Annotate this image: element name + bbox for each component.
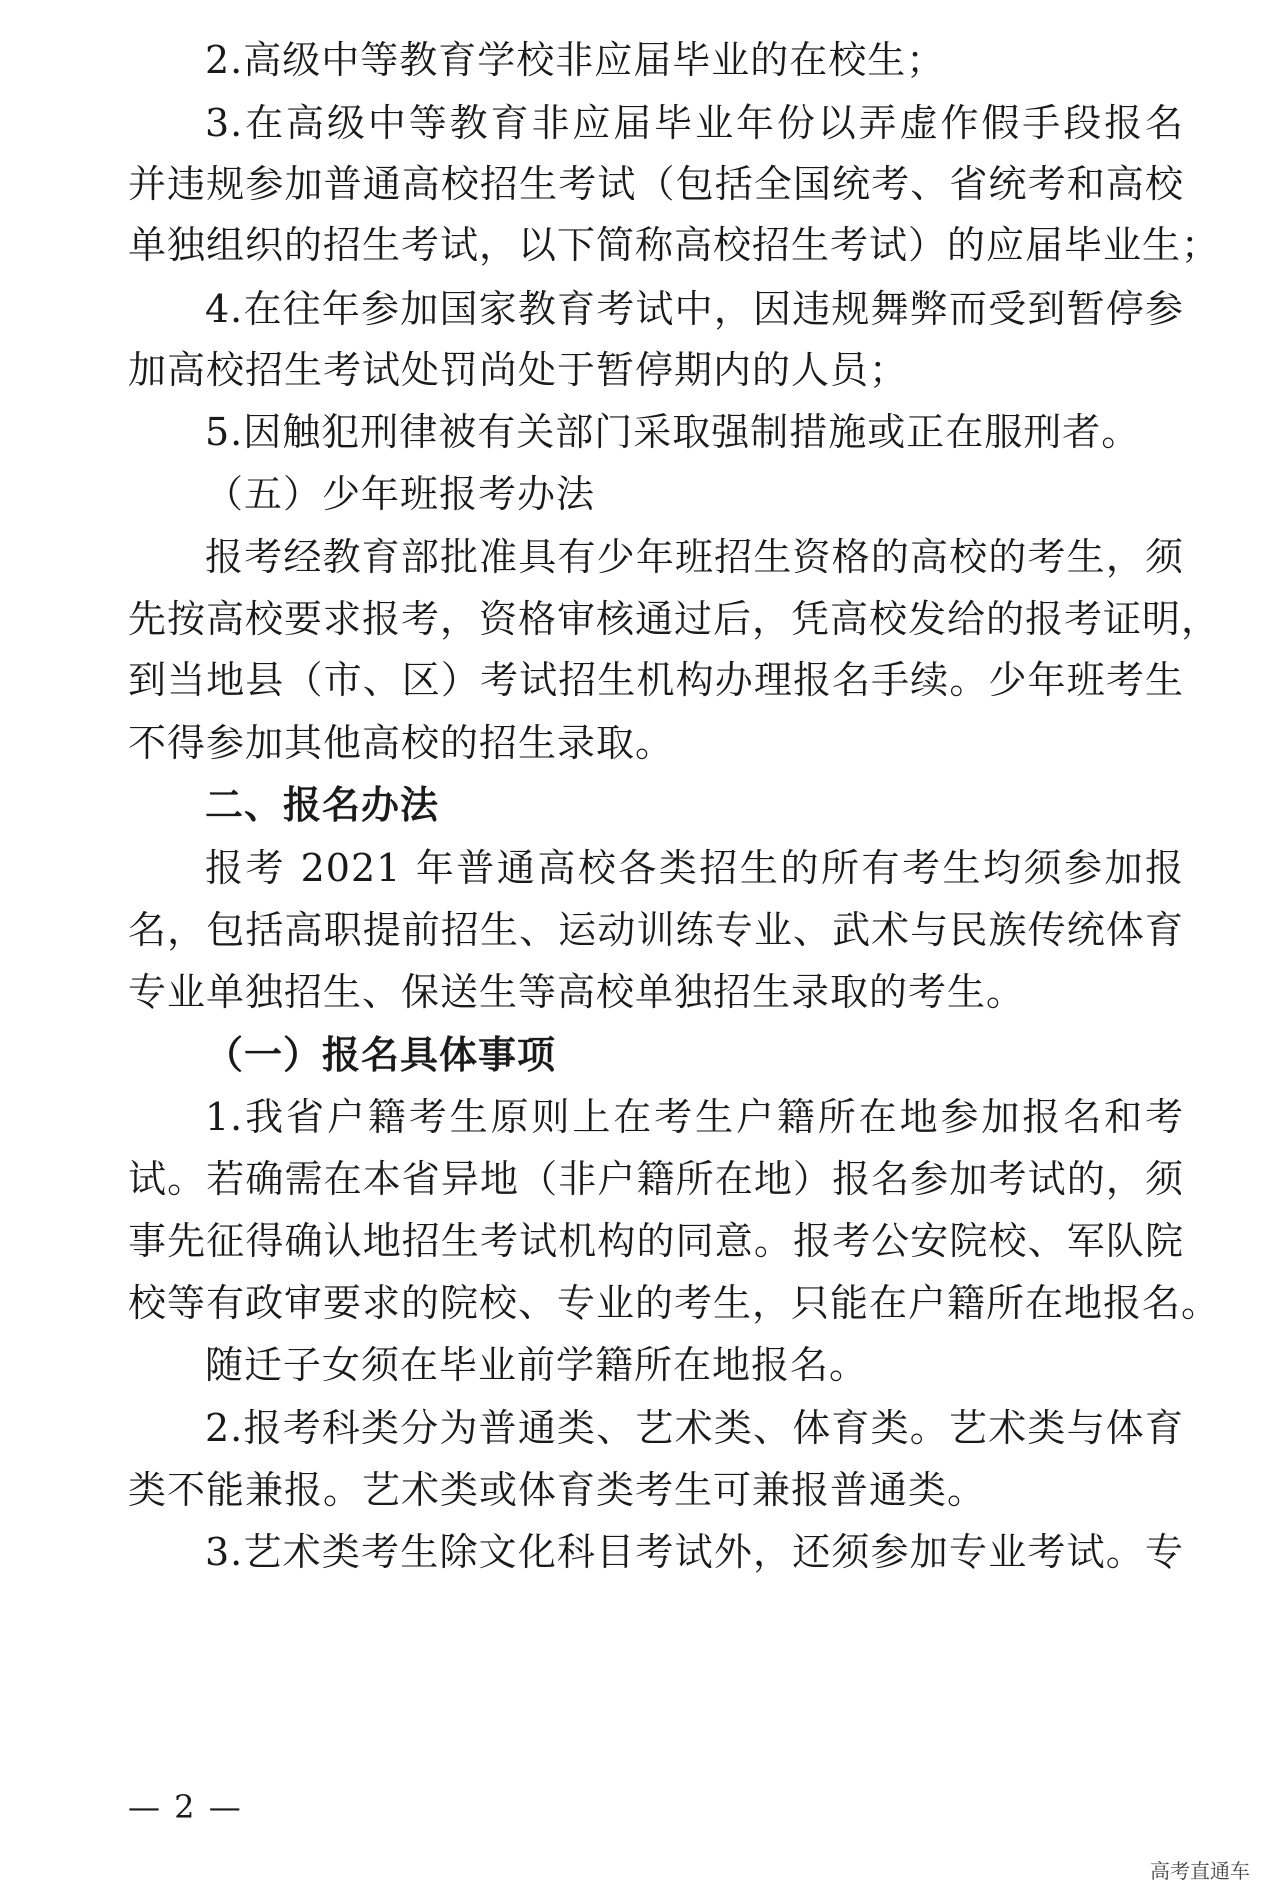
text-line: 1.我省户籍考生原则上在考生户籍所在地参加报名和考	[205, 1095, 1184, 1139]
text-line: 并违规参加普通高校招生考试（包括全国统考、省统考和高校	[128, 162, 1184, 206]
subsection-heading: （一）报名具体事项	[205, 1033, 557, 1077]
watermark: 高考直通车	[1150, 1859, 1250, 1883]
text-line: 5.因触犯刑律被有关部门采取强制措施或正在服刑者。	[205, 410, 1141, 454]
text-line: 2.高级中等教育学校非应届毕业的在校生；	[205, 38, 946, 82]
page-number: — 2 —	[128, 1788, 243, 1826]
text-line: 报考 2021 年普通高校各类招生的所有考生均须参加报	[205, 846, 1184, 890]
text-line: 专业单独招生、保送生等高校单独招生录取的考生。	[128, 970, 1026, 1014]
text-line: 单独组织的招生考试，以下简称高校招生考试）的应届毕业生；	[128, 223, 1221, 267]
text-line: 不得参加其他高校的招生录取。	[128, 721, 675, 765]
section-heading-bold: 二、报名办法	[205, 783, 440, 827]
text-line: 报考经教育部批准具有少年班招生资格的高校的考生，须	[205, 535, 1184, 579]
section-heading: （五）少年班报考办法	[205, 472, 596, 516]
text-line: 先按高校要求报考，资格审核通过后，凭高校发给的报考证明，	[128, 597, 1221, 641]
text-line: 4.在往年参加国家教育考试中，因违规舞弊而受到暂停参	[205, 287, 1184, 331]
text-line: 校等有政审要求的院校、专业的考生，只能在户籍所在地报名。	[128, 1281, 1221, 1325]
text-line: 2.报考科类分为普通类、艺术类、体育类。艺术类与体育	[205, 1406, 1184, 1450]
text-line: 类不能兼报。艺术类或体育类考生可兼报普通类。	[128, 1468, 987, 1512]
text-line: 加高校招生考试处罚尚处于暂停期内的人员；	[128, 348, 909, 392]
text-line: 随迁子女须在毕业前学籍所在地报名。	[205, 1343, 869, 1387]
text-line: 事先征得确认地招生考试机构的同意。报考公安院校、军队院	[128, 1219, 1184, 1263]
text-line: 到当地县（市、区）考试招生机构办理报名手续。少年班考生	[128, 658, 1184, 702]
text-line: 名，包括高职提前招生、运动训练专业、武术与民族传统体育	[128, 908, 1184, 952]
text-line: 3.艺术类考生除文化科目考试外，还须参加专业考试。专	[205, 1530, 1184, 1574]
text-line: 3.在高级中等教育非应届毕业年份以弄虚作假手段报名	[205, 101, 1184, 145]
text-line: 试。若确需在本省异地（非户籍所在地）报名参加考试的，须	[128, 1157, 1184, 1201]
